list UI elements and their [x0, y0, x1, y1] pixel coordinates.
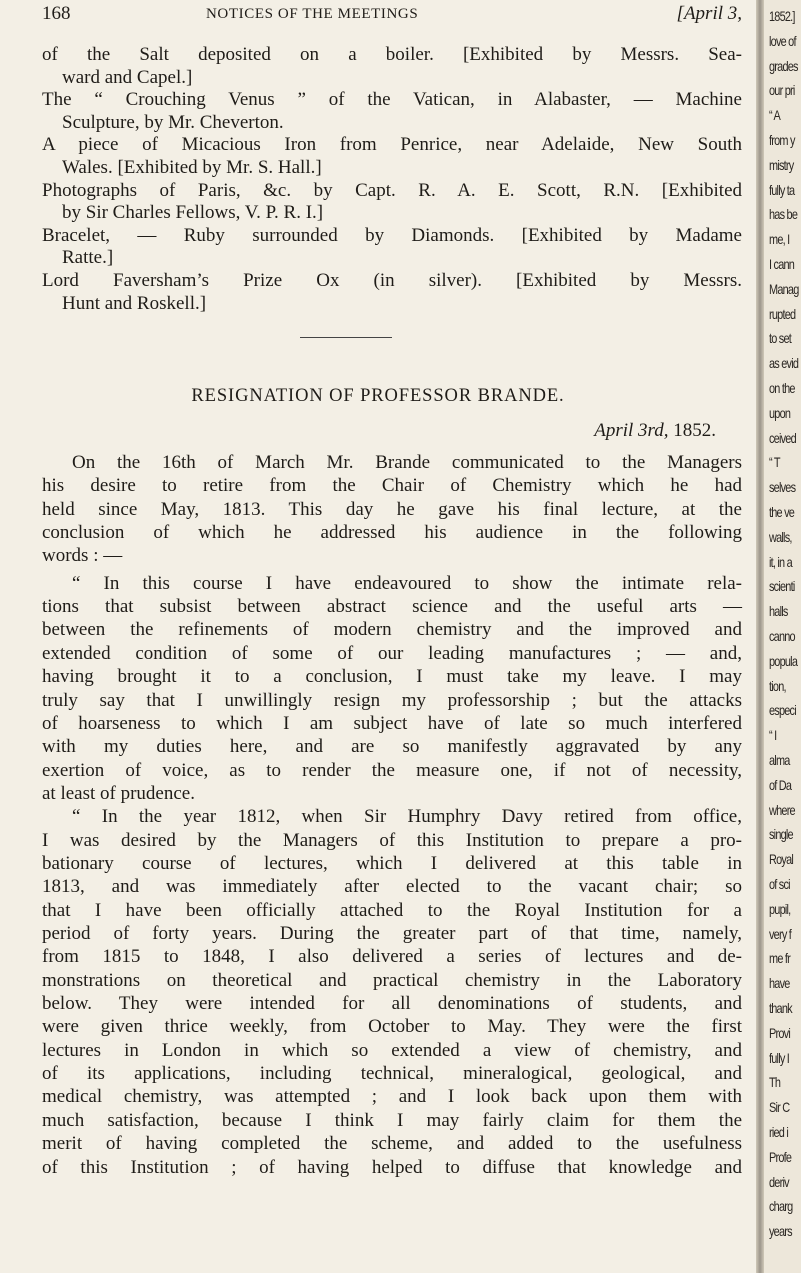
- book-gutter: [756, 0, 764, 1273]
- body-line: words : —: [42, 545, 123, 567]
- body-line: that I have been officially attached to the Royal Institution for a: [42, 899, 742, 921]
- exhibit-line: Hunt and Roskell.]: [62, 292, 207, 314]
- body-line: extended condition of some of our leading manufactures ; — and,: [42, 642, 742, 664]
- body-line: from 1815 to 1848, I also delivered a series of lectures and de-: [42, 946, 742, 968]
- exhibit-line: Ratte.]: [62, 247, 114, 269]
- body-line: held since May, 1813. This day he gave his final lecture, at the: [42, 498, 742, 520]
- body-line: 1813, and was immediately after elected to the vacant chair; so: [42, 876, 742, 898]
- adjacent-page-fragment: fully I: [769, 1049, 790, 1066]
- adjacent-page-fragment: especi: [769, 702, 796, 719]
- adjacent-page-fragment: mistry: [769, 156, 794, 173]
- adjacent-page-fragment: pupil,: [769, 900, 791, 917]
- adjacent-page-fragment: popula: [769, 652, 798, 669]
- adjacent-page-edge: [764, 0, 801, 1273]
- body-line: his desire to retire from the Chair of Chemistry which he had: [42, 475, 742, 497]
- adjacent-page-fragment: deriv: [769, 1173, 789, 1190]
- adjacent-page-fragment: me, I: [769, 231, 790, 248]
- adjacent-page-fragment: selves: [769, 479, 796, 496]
- body-line: much satisfaction, because I think I may fairly claim for them the: [42, 1109, 742, 1131]
- adjacent-page-fragment: it, in a: [769, 553, 792, 570]
- body-line: of hoarseness to which I am subject have of late so much interfered: [42, 712, 742, 734]
- section-heading: RESIGNATION OF PROFESSOR BRANDE.: [191, 386, 565, 406]
- adjacent-page-fragment: from y: [769, 132, 795, 148]
- adjacent-page-fragment: me fr: [769, 950, 790, 967]
- adjacent-page-fragment: “ A: [769, 107, 781, 124]
- adjacent-page-fragment: grades: [769, 57, 798, 74]
- body-line: bationary course of lectures, which I delivered at this table in: [42, 852, 742, 874]
- adjacent-page-fragment: where: [769, 801, 795, 818]
- body-line: “ In this course I have endeavoured to show the intimate rela-: [72, 572, 742, 594]
- adjacent-page-fragment: charg: [769, 1198, 793, 1215]
- adjacent-page-fragment: years: [769, 1223, 792, 1240]
- section-divider: [300, 337, 392, 338]
- adjacent-page-fragment: “ I: [769, 727, 777, 744]
- exhibit-line: ward and Capel.]: [62, 66, 193, 88]
- body-line: truly say that I unwillingly resign my professorship ; but the attacks: [42, 689, 742, 711]
- body-line: of this Institution ; of having helped to diffuse that knowledge and: [42, 1156, 742, 1178]
- adjacent-page-fragment: walls,: [769, 528, 792, 545]
- body-line: with my duties here, and are so manifestly aggravated by any: [42, 736, 742, 758]
- exhibit-line: Lord Faversham’s Prize Ox (in silver). [Exhibited by Messrs.: [42, 270, 742, 291]
- section-date: [594, 420, 716, 442]
- header-date: [April 3,: [676, 3, 742, 24]
- page-header: [42, 3, 742, 33]
- body-line: On the 16th of March Mr. Brande communicated to the Managers: [72, 452, 742, 473]
- adjacent-page-fragment: I cann: [769, 256, 795, 272]
- adjacent-page-fragment: as evid: [769, 355, 799, 372]
- adjacent-page-fragment: single: [769, 826, 793, 843]
- body-line: lectures in London in which so extended a view of chemistry, and: [42, 1039, 742, 1061]
- body-line: tions that subsist between abstract science and the useful arts —: [42, 596, 742, 618]
- exhibit-line: The “ Crouching Venus ” of the Vatican, in Alabaster, — Machine: [42, 89, 742, 111]
- adjacent-page-fragment: to set: [769, 330, 792, 347]
- adjacent-page-fragment: on the: [769, 380, 795, 396]
- body-line: exertion of voice, as to render the measure one, if not of necessity,: [42, 759, 742, 781]
- adjacent-page-fragment: scienti: [769, 578, 795, 595]
- body-line: between the refinements of modern chemistry and the improved and: [42, 619, 742, 641]
- exhibit-line: of the Salt deposited on a boiler. [Exhibited by Messrs. Sea-: [42, 44, 742, 65]
- adjacent-page-fragment: the ve: [769, 504, 795, 520]
- adjacent-page-fragment: halls: [769, 603, 788, 620]
- adjacent-page-fragment: Provi: [769, 1024, 790, 1041]
- adjacent-page-fragment: “ T: [769, 454, 780, 471]
- exhibit-line: Bracelet, — Ruby surrounded by Diamonds. [Exhibited by Madame: [42, 224, 742, 246]
- adjacent-page-fragment: have: [769, 975, 790, 992]
- body-line: medical chemistry, was attempted ; and I look back upon them with: [42, 1086, 742, 1108]
- adjacent-page-fragment: tion,: [769, 677, 786, 694]
- exhibit-line: A piece of Micacious Iron from Penrice, near Adelaide, New South: [42, 134, 742, 156]
- adjacent-page-fragment: love of: [769, 32, 796, 49]
- body-line: at least of prudence.: [42, 782, 195, 804]
- body-line: conclusion of which he addressed his audience in the following: [42, 522, 742, 544]
- adjacent-page-fragment: has be: [769, 206, 798, 223]
- adjacent-page-fragment: very f: [769, 925, 792, 942]
- exhibit-line: Photographs of Paris, &c. by Capt. R. A. E. Scott, R.N. [Exhibited: [42, 179, 742, 201]
- adjacent-page-fragment: ried i: [769, 1124, 789, 1140]
- adjacent-page-fragment: of sci: [769, 876, 790, 892]
- adjacent-page-fragment: alma: [769, 752, 790, 768]
- body-line: below. They were intended for all denominations of students, and: [42, 993, 742, 1015]
- adjacent-page-fragment: of Da: [769, 776, 792, 793]
- adjacent-page-fragment: 1852.]: [769, 8, 795, 24]
- body-line: of its applications, including technical, mineralogical, geological, and: [42, 1063, 742, 1085]
- body-line: merit of having completed the scheme, and added to the usefulness: [42, 1133, 742, 1155]
- body-line: “ In the year 1812, when Sir Humphry Davy retired from office,: [72, 806, 742, 828]
- body-line: period of forty years. During the greater part of that time, namely,: [42, 923, 742, 944]
- exhibit-line: Wales. [Exhibited by Mr. S. Hall.]: [62, 157, 322, 178]
- adjacent-page-fragment: rupted: [769, 305, 796, 322]
- adjacent-page-fragment: canno: [769, 628, 795, 644]
- running-title: NOTICES OF THE MEETINGS: [206, 6, 419, 22]
- adjacent-page-fragment: Th: [769, 1074, 781, 1091]
- body-line: I was desired by the Managers of this Institution to prepare a pro-: [42, 829, 742, 851]
- page-number: 168: [42, 3, 71, 24]
- exhibit-line: Sculpture, by Mr. Cheverton.: [62, 111, 284, 133]
- adjacent-page-fragment: fully ta: [769, 181, 795, 198]
- section-date-year: 1852.: [668, 420, 716, 441]
- body-line: were given thrice weekly, from October to May. They were the first: [42, 1016, 742, 1038]
- adjacent-page-fragment: Royal: [769, 851, 794, 868]
- adjacent-page-fragment: our pri: [769, 82, 795, 99]
- adjacent-page-fragment: upon: [769, 404, 791, 421]
- body-line: having brought it to a conclusion, I must take my leave. I may: [42, 666, 742, 688]
- adjacent-page-fragment: ceived: [769, 429, 796, 446]
- adjacent-page-fragment: thank: [769, 1000, 792, 1016]
- adjacent-page-fragment: Profe: [769, 1148, 792, 1165]
- adjacent-page-fragment: Sir C: [769, 1099, 790, 1116]
- adjacent-page-fragment: Manag: [769, 280, 799, 297]
- exhibit-line: by Sir Charles Fellows, V. P. R. I.]: [62, 202, 324, 224]
- body-line: monstrations on theoretical and practical chemistry in the Laboratory: [42, 969, 742, 991]
- section-date-italic: April 3rd,: [594, 420, 669, 441]
